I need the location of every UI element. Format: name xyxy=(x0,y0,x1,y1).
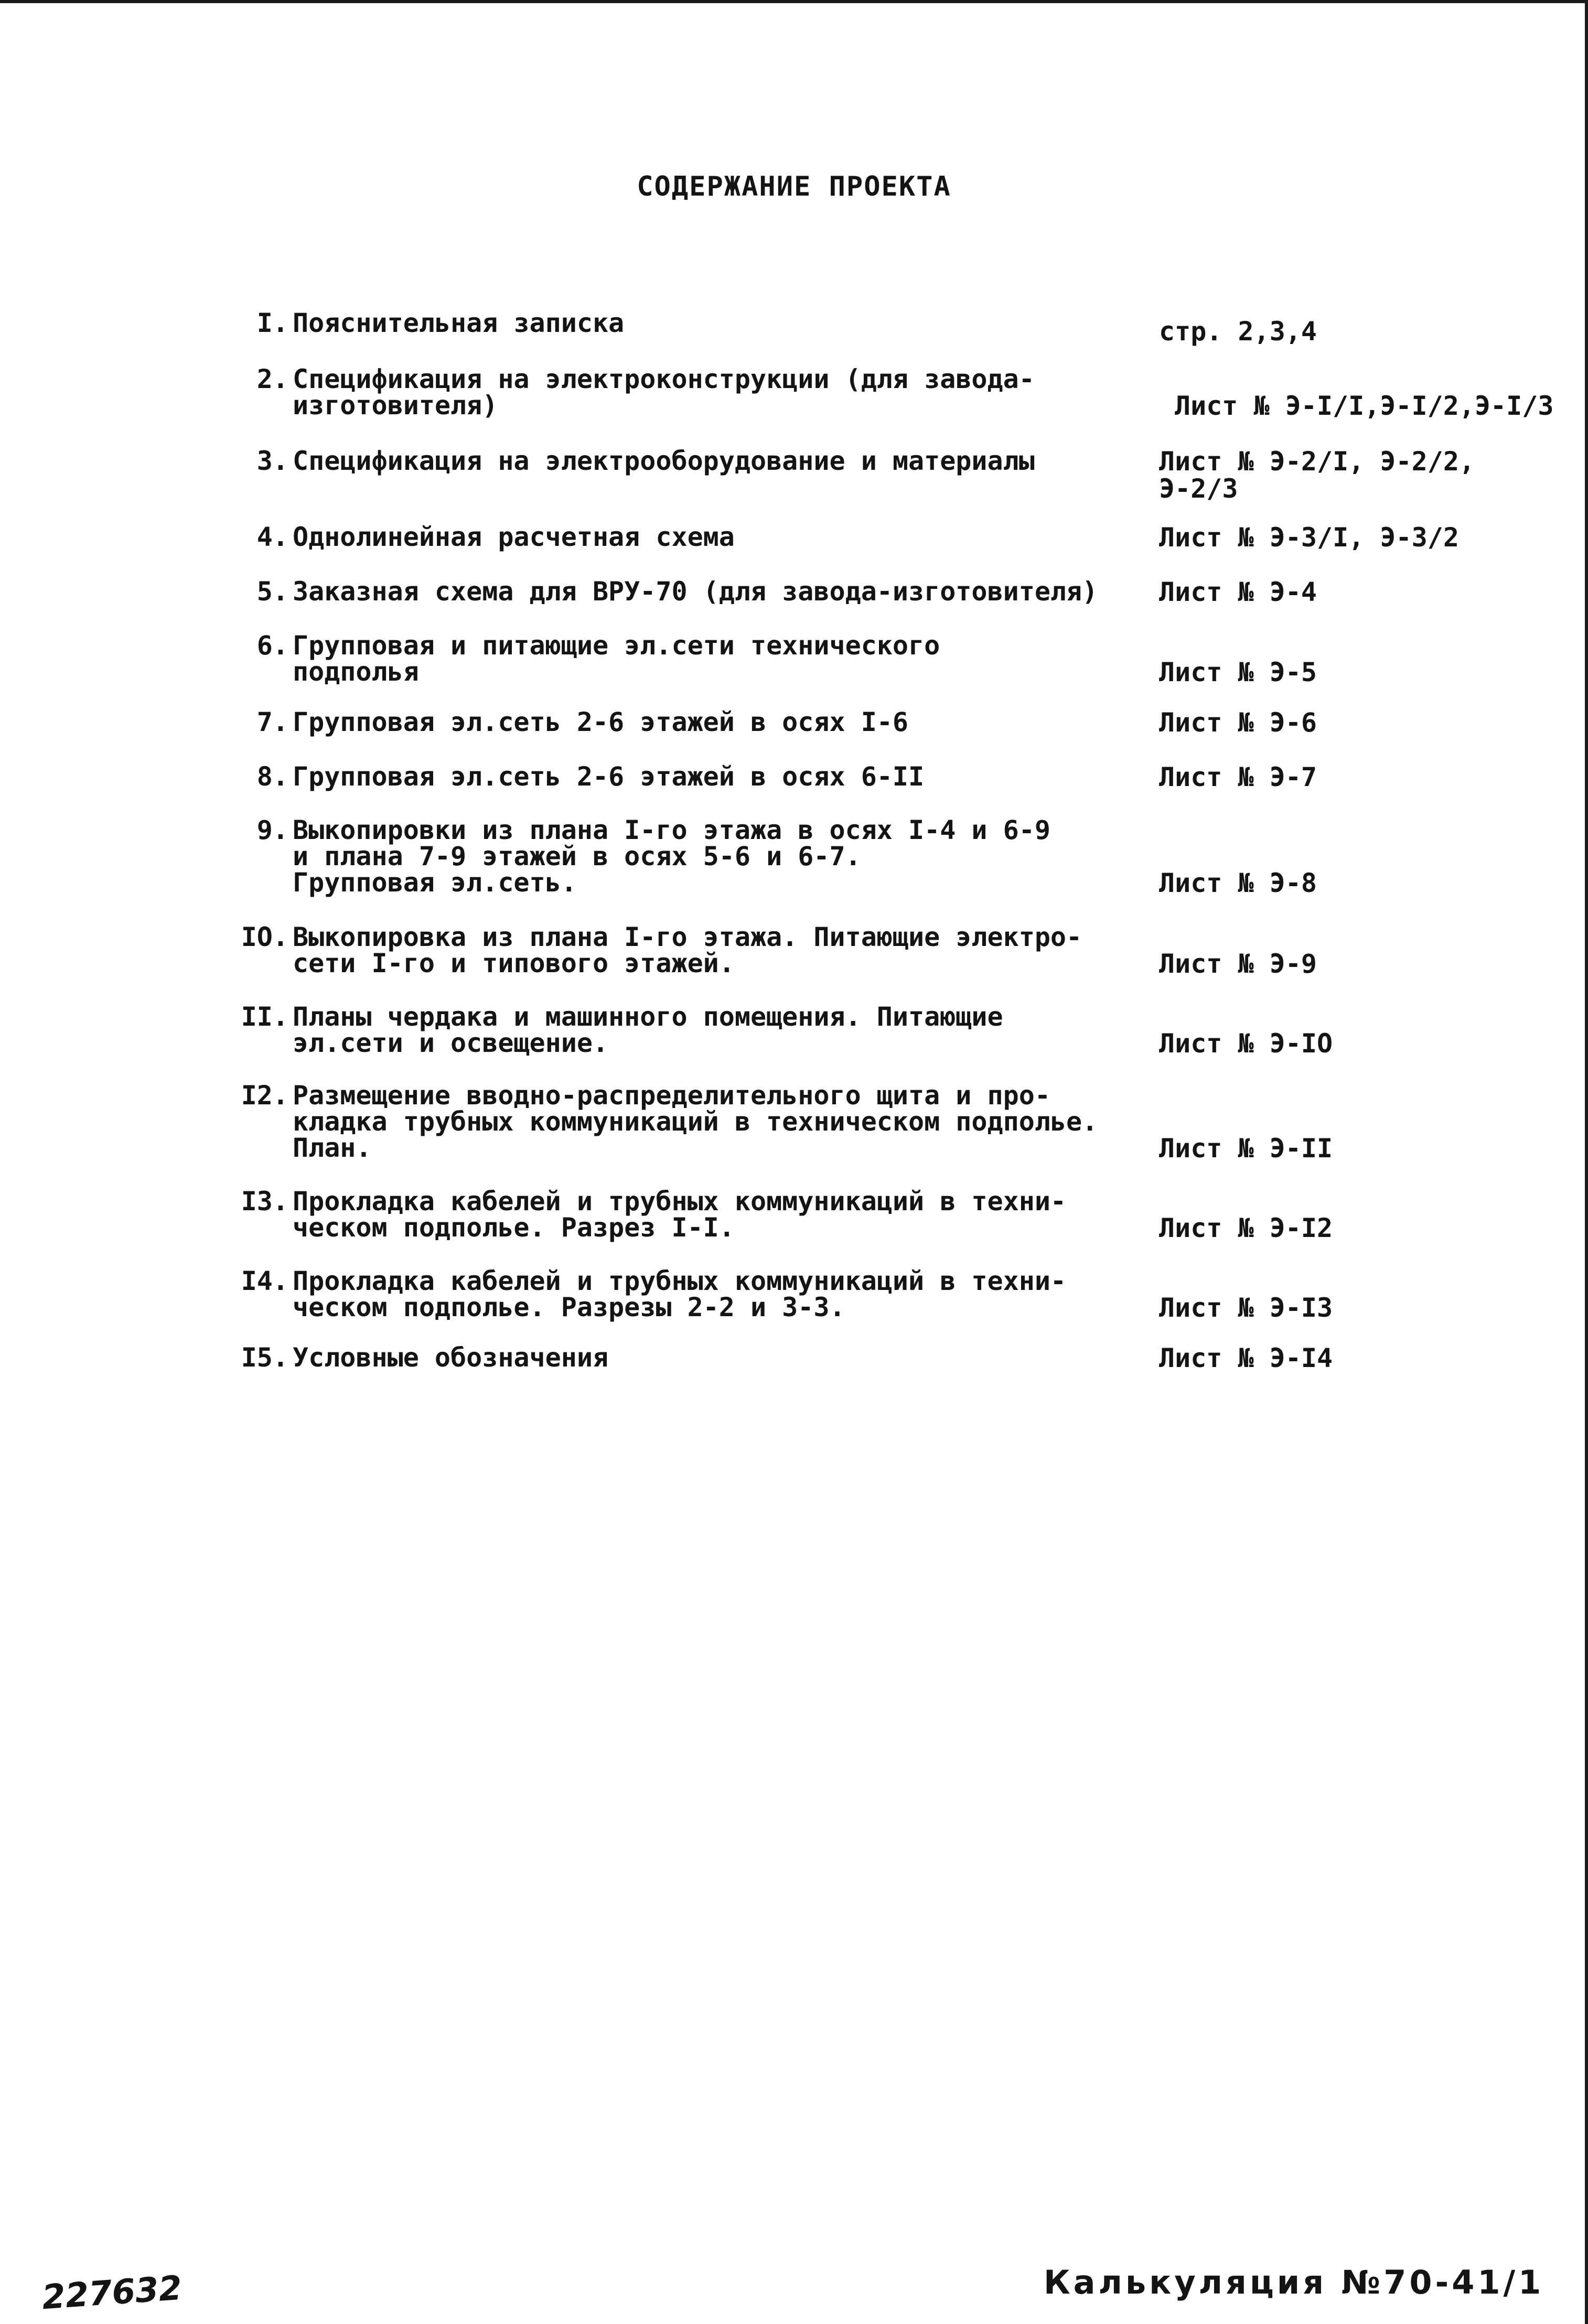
item-sheet-ref: стр. 2,3,4 xyxy=(1159,316,1317,347)
item-description: Групповая эл.сеть 2-6 этажей в осях 6-II xyxy=(293,761,925,792)
item-number: 7. xyxy=(256,707,288,737)
item-description: Групповая и питающие эл.сети технического подполья xyxy=(293,630,940,687)
item-sheet-ref: Лист № Э-6 xyxy=(1159,707,1317,738)
item-sheet-ref: Лист № Э-II xyxy=(1159,1133,1333,1164)
item-number: 9. xyxy=(256,815,288,845)
item-number: 8. xyxy=(256,761,288,792)
item-sheet-ref: Лист № Э-IO xyxy=(1159,1028,1333,1059)
item-description: Прокладка кабелей и трубных коммуникаций в техни- ческом подполье. Разрез I-I. xyxy=(293,1186,1067,1243)
item-number: 5. xyxy=(256,576,288,607)
item-description: Пояснительная записка xyxy=(293,308,625,338)
item-sheet-ref: Лист № Э-8 xyxy=(1159,868,1317,898)
item-sheet-ref: Лист № Э-3/I, Э-3/2 xyxy=(1159,522,1459,553)
item-sheet-ref: Лист № Э-9 xyxy=(1159,949,1317,979)
item-number: I2. xyxy=(241,1080,288,1111)
item-description: Условные обозначения xyxy=(293,1342,609,1373)
item-sheet-ref: Лист № Э-5 xyxy=(1159,657,1317,687)
item-number: 3. xyxy=(256,446,288,476)
item-description: Однолинейная расчетная схема xyxy=(293,522,735,552)
item-sheet-ref: Лист № Э-I/I,Э-I/2,Э-I/3 xyxy=(1175,391,1554,421)
item-number: 4. xyxy=(256,522,288,552)
item-number: I4. xyxy=(241,1266,288,1296)
item-sheet-ref: Лист № Э-I3 xyxy=(1159,1293,1333,1323)
item-number: IO. xyxy=(241,922,288,952)
calculation-stamp: Калькуляция №70-41/1 xyxy=(1044,2263,1544,2301)
item-number: I3. xyxy=(241,1186,288,1217)
item-sheet-ref: Лист № Э-7 xyxy=(1159,762,1317,792)
item-description: Спецификация на электроконструкции (для завода- изготовителя) xyxy=(293,364,1035,421)
item-description: Прокладка кабелей и трубных коммуникаций в техни- ческом подполье. Разрезы 2-2 и 3-3. xyxy=(293,1266,1067,1322)
item-description: Размещение вводно-распределительного щита и про- кладка трубных коммуникаций в техническом подполье. План. xyxy=(293,1080,1098,1163)
item-number: I5. xyxy=(241,1342,288,1373)
item-description: Заказная схема для ВРУ-70 (для завода-изготовителя) xyxy=(293,576,1098,607)
item-description: Выкопировки из плана I-го этажа в осях I-4 и 6-9 и плана 7-9 этажей в осях 5-6 и 6-7. Групповая эл.сеть. xyxy=(293,815,1050,898)
item-description: Выкопировка из плана I-го этажа. Питающие электро- сети I-го и типового этажей. xyxy=(293,922,1082,978)
item-sheet-ref: Лист № Э-I2 xyxy=(1159,1213,1333,1243)
handwritten-archive-number: 227632 xyxy=(40,2268,184,2318)
item-number: II. xyxy=(241,1002,288,1032)
item-description: Спецификация на электрооборудование и материалы xyxy=(293,446,1035,476)
item-sheet-ref: Лист № Э-4 xyxy=(1159,577,1317,607)
item-number: 2. xyxy=(256,364,288,394)
item-description: Планы чердака и машинного помещения. Питающие эл.сети и освещение. xyxy=(293,1002,1003,1058)
item-sheet-ref: Лист № Э-I4 xyxy=(1159,1343,1333,1373)
item-number: I. xyxy=(256,308,288,338)
page-title: СОДЕРЖАНИЕ ПРОЕКТА xyxy=(637,171,951,202)
item-description: Групповая эл.сеть 2-6 этажей в осях I-6 xyxy=(293,707,908,737)
item-number: 6. xyxy=(256,630,288,661)
item-sheet-ref: Лист № Э-2/I, Э-2/2, Э-2/3 xyxy=(1159,446,1475,504)
